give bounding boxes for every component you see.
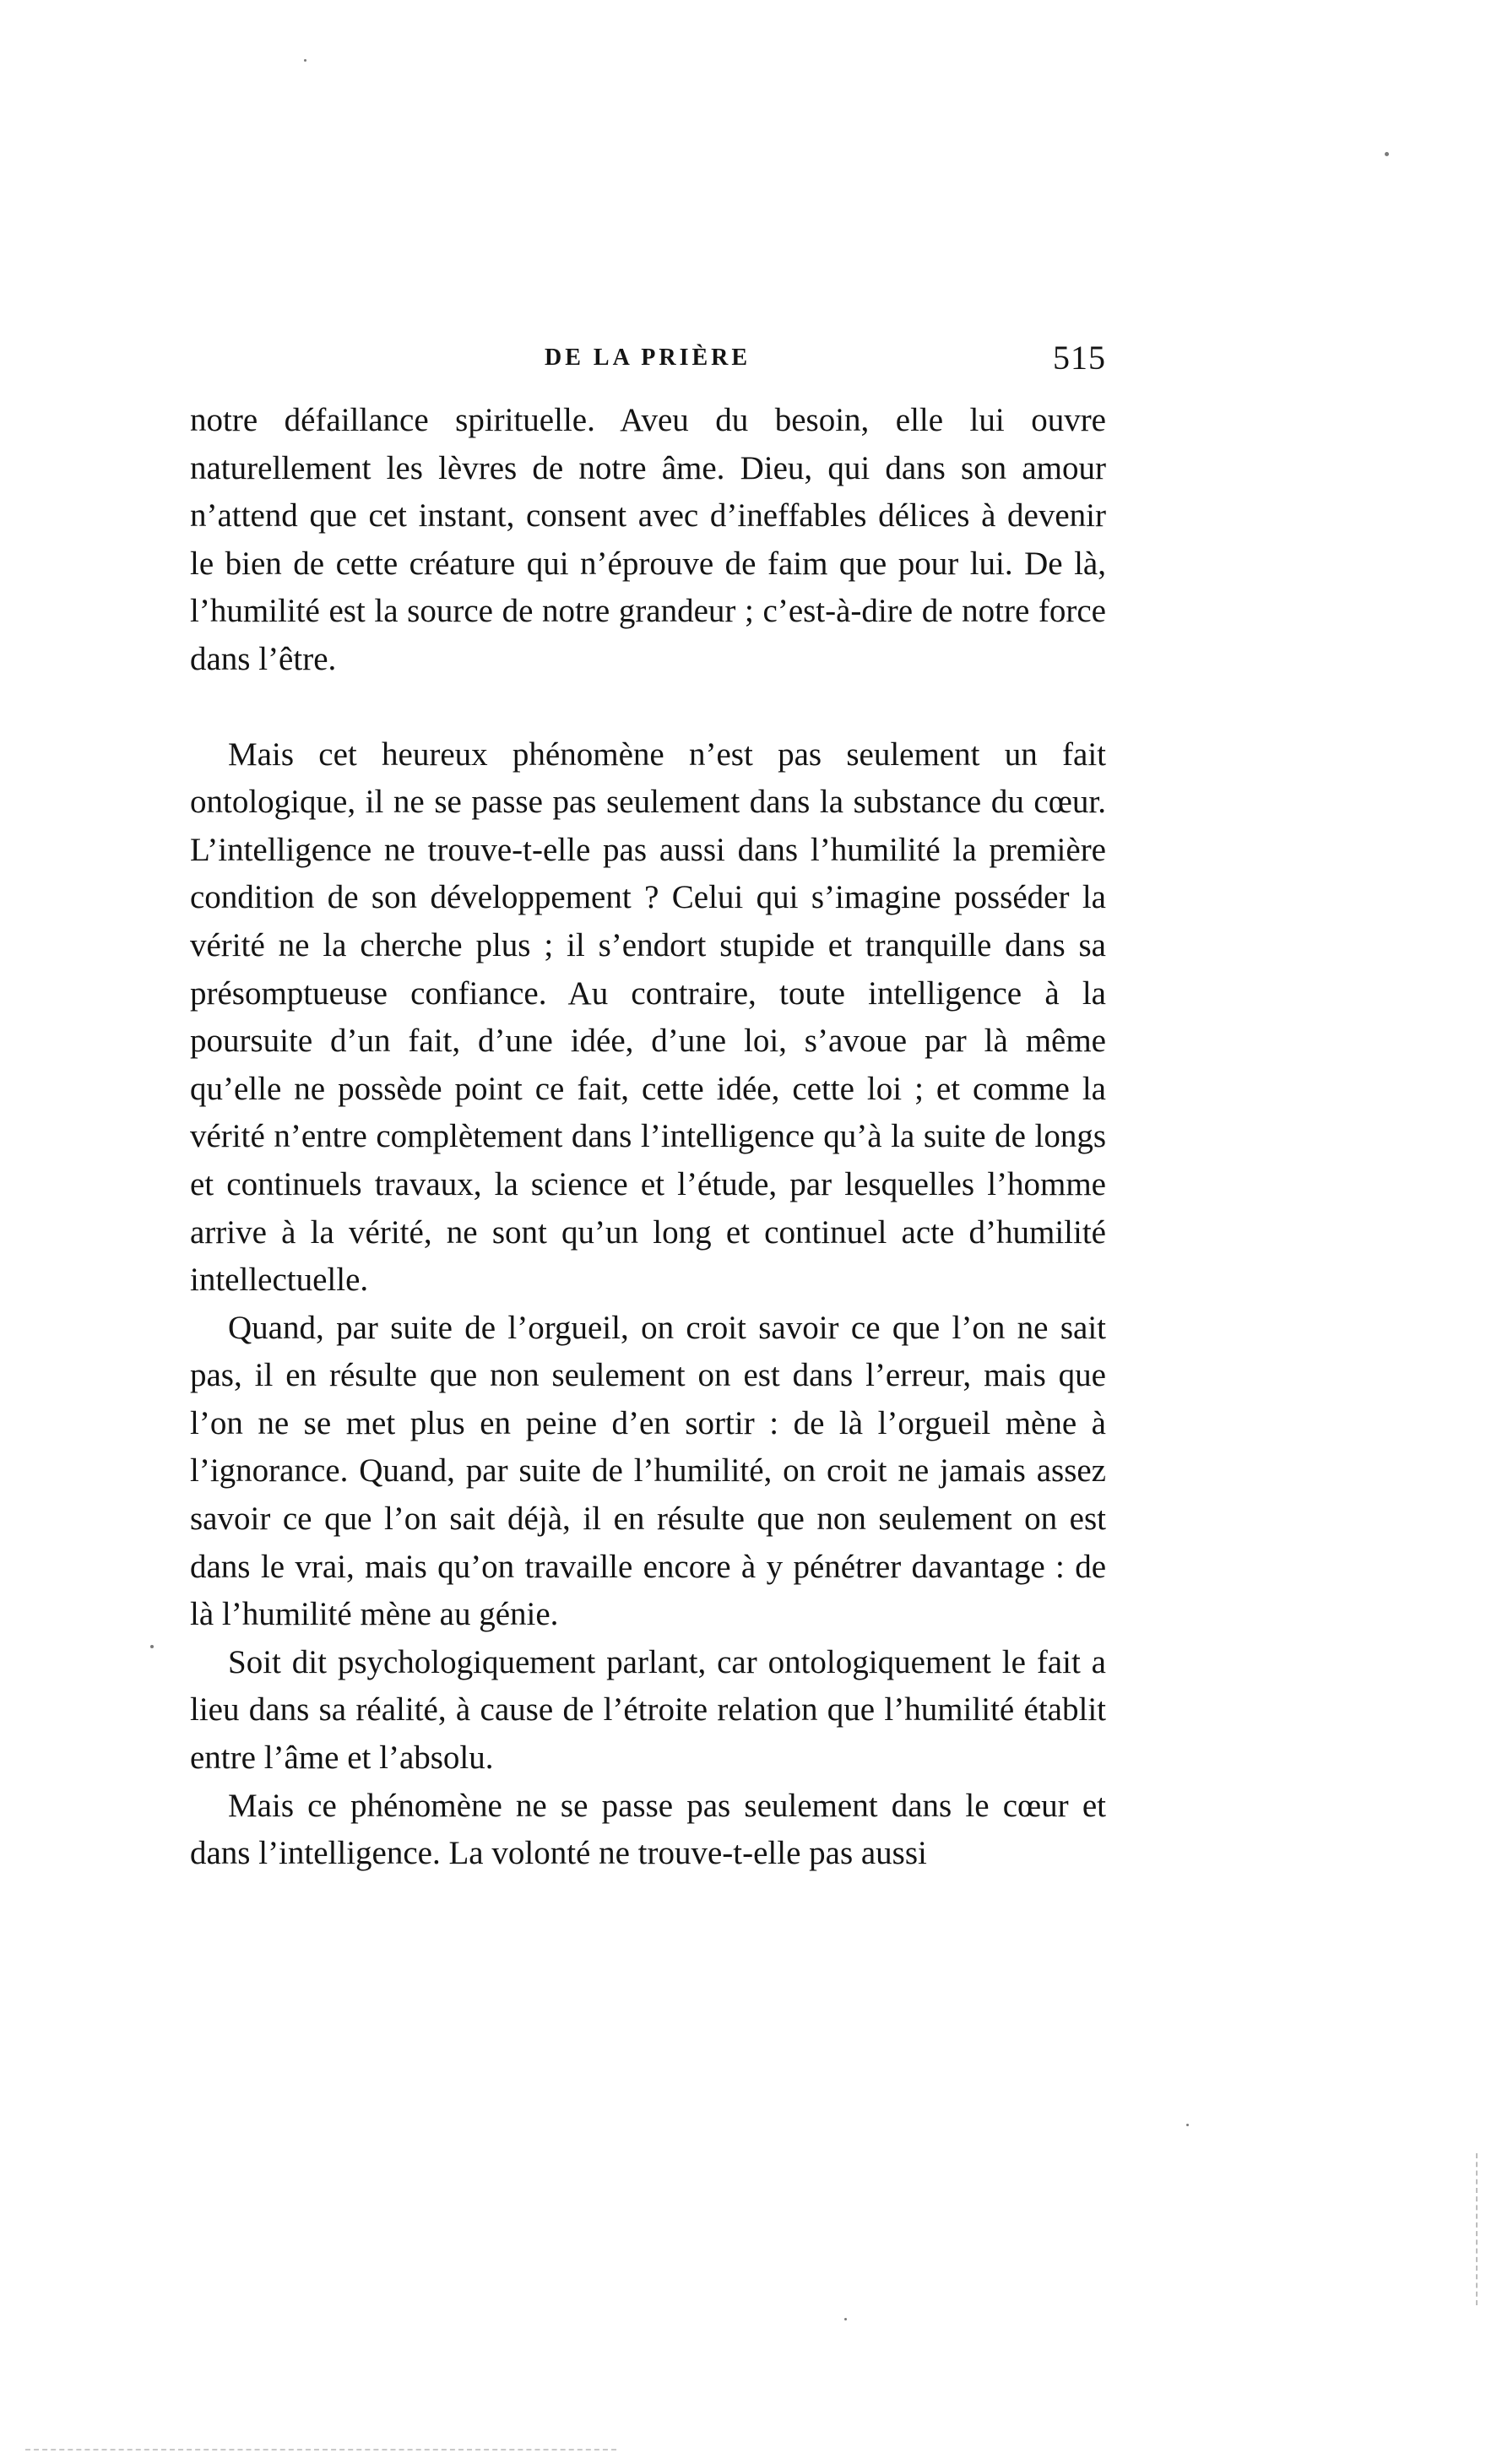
running-title: DE LA PRIÈRE: [545, 345, 751, 371]
body-text: [190, 397, 1106, 1878]
paragraph: Quand, par suite de l’orgueil, on croit savoir ce que l’on ne sait pas, il en résulte que non seulement on est dans l’erreur, mais que l’on ne se met plus en peine d’en sortir : de là l’orgueil mène à l’ignorance. Quand, par suite de l’humilité, on croit ne jamais assez savoir ce que l’on sait déjà, il en résulte que non seulement on est dans le vrai, mais qu’on travaille encore à y pénétrer davantage : de là l’humilité mène au génie.: [190, 1309, 1106, 1633]
scan-bottom-marks: [25, 2449, 616, 2452]
paragraph-gap: [190, 684, 1106, 731]
paragraph: notre défaillance spirituelle. Aveu du besoin, elle lui ouvre naturellement les lèvres de notre âme. Dieu, qui dans son amour n’attend que cet instant, consent avec d’ineffables délices à devenir le bien de cette créature qui n’éprouve de faim que pour lui. De là, l’humilité est la source de notre grandeur ; c’est-à-dire de notre force dans l’être.: [190, 402, 1106, 677]
paragraph: Soit dit psychologiquement parlant, car ontologiquement le fait a lieu dans sa réalité, à cause de l’étroite relation que l’humilité établit entre l’âme et l’absolu.: [190, 1643, 1106, 1777]
scan-speck: [150, 1645, 154, 1648]
running-header: [190, 338, 1106, 388]
scan-margin-marks: [1476, 2153, 1479, 2305]
scan-speck: [304, 59, 306, 62]
scan-speck: [844, 2318, 847, 2320]
scan-speck: [1385, 152, 1389, 156]
paragraph: Mais cet heureux phénomène n’est pas seulement un fait ontologique, il ne se passe pas seulement dans la substance du cœur. L’intelligence ne trouve-t-elle pas aussi dans l’humilité la première condition de son développement ? Celui qui s’imagine posséder la vérité ne la cherche plus ; il s’endort stupide et tranquille dans sa présomptueuse confiance. Au contraire, toute intelligence à la poursuite d’un fait, d’une idée, d’une loi, s’avoue par là même qu’elle ne possède point ce fait, cette idée, cette loi ; et comme la vérité n’entre complètement dans l’intelligence qu’à la suite de longs et continuels travaux, la science et l’étude, par lesquelles l’homme arrive à la vérité, ne sont qu’un long et continuel acte d’humilité intellectuelle.: [190, 735, 1106, 1299]
paragraph: Mais ce phénomène ne se passe pas seulement dans le cœur et dans l’intelligence. La volonté ne trouve-t-elle pas aussi: [190, 1787, 1106, 1872]
scan-speck: [1186, 2124, 1189, 2126]
page-number: 515: [1053, 339, 1106, 377]
